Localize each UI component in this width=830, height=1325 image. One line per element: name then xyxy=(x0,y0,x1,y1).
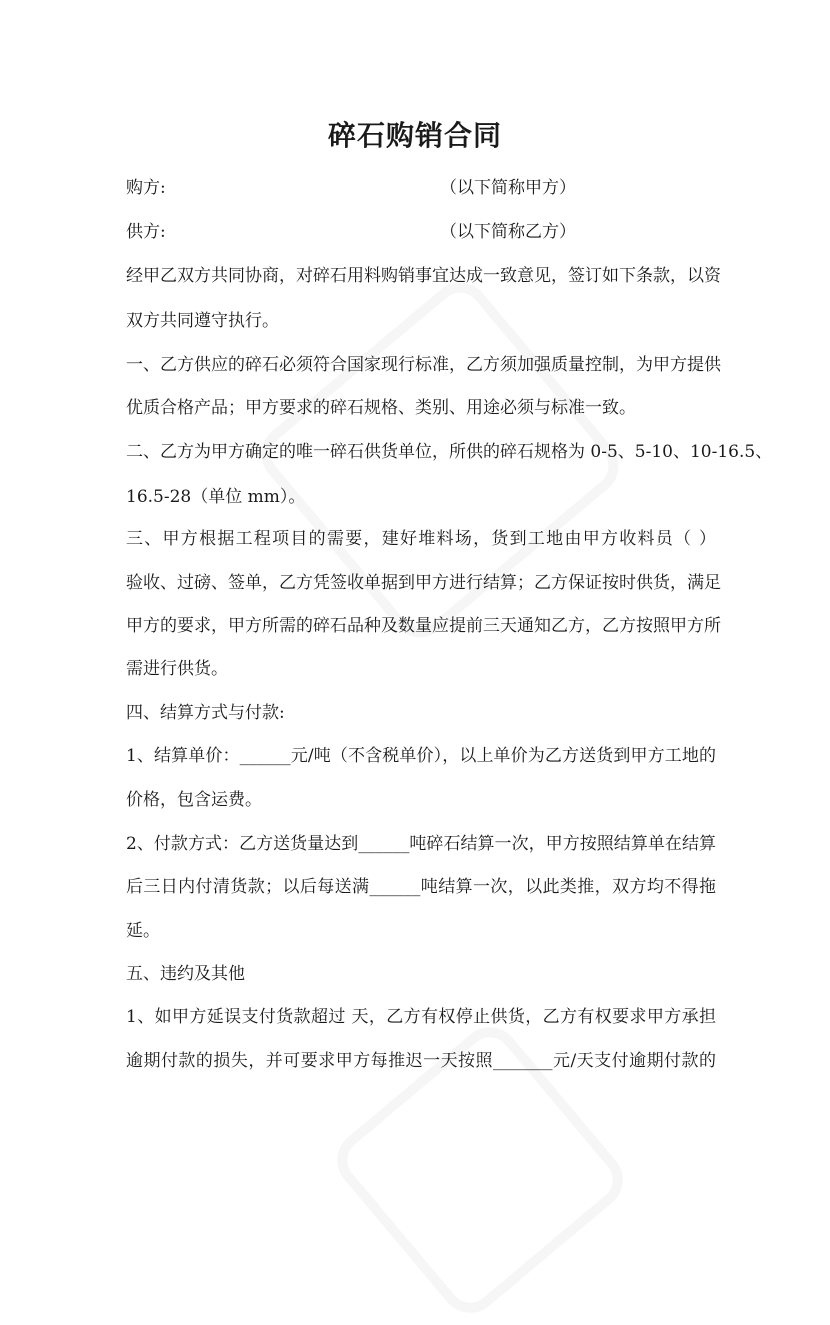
paragraph-line: 甲方的要求，甲方所需的碎石品种及数量应提前三天通知乙方，乙方按照甲方所 xyxy=(126,616,721,636)
buyer-note: （以下简称甲方） xyxy=(440,178,576,198)
paragraph-line: 双方共同遵守执行。 xyxy=(126,311,279,331)
paragraph-line: 优质合格产品；甲方要求的碎石规格、类别、用途必须与标准一致。 xyxy=(126,398,636,418)
seller-label: 供方: xyxy=(126,222,166,242)
paragraph-line: 价格，包含运费。 xyxy=(126,790,262,810)
paragraph-line: 一、乙方供应的碎石必须符合国家现行标准，乙方须加强质量控制，为甲方提供 xyxy=(126,355,721,375)
paragraph-line: 1、如甲方延误支付货款超过 天，乙方有权停止供货，乙方有权要求甲方承担 xyxy=(126,1007,716,1027)
paragraph-line: 三、甲方根据工程项目的需要，建好堆料场，货到工地由甲方收料员（ ） xyxy=(126,529,716,549)
paragraph-line: 逾期付款的损失，并可要求甲方每推迟一天按照_______元/天支付逾期付款的 xyxy=(126,1051,716,1071)
paragraph-line: 经甲乙双方共同协商，对碎石用料购销事宜达成一致意见，签订如下条款，以资 xyxy=(126,266,721,286)
seller-note: （以下简称乙方） xyxy=(440,222,576,242)
paragraph-line: 需进行供货。 xyxy=(126,659,228,679)
paragraph-line: 1、结算单价：______元/吨（不含税单价），以上单价为乙方送货到甲方工地的 xyxy=(126,746,716,766)
paragraph-line: 验收、过磅、签单，乙方凭签收单据到甲方进行结算；乙方保证按时供货，满足 xyxy=(126,573,721,593)
document-title: 碎石购销合同 xyxy=(327,119,502,152)
paragraph-line: 16.5-28（单位 mm）。 xyxy=(126,487,306,507)
paragraph-line: 二、乙方为甲方确定的唯一碎石供货单位，所供的碎石规格为 0-5、5-10、10-16.5、 xyxy=(126,442,773,462)
buyer-label: 购方: xyxy=(126,178,166,198)
paragraph-line: 2、付款方式：乙方送货量达到______吨碎石结算一次，甲方按照结算单在结算 xyxy=(126,834,716,854)
paragraph-line: 四、结算方式与付款: xyxy=(126,703,285,723)
paragraph-line: 五、违约及其他 xyxy=(126,964,245,984)
paragraph-line: 后三日内付清货款；以后每送满______吨结算一次，以此类推，双方均不得拖 xyxy=(126,877,716,897)
paragraph-line: 延。 xyxy=(126,921,160,941)
